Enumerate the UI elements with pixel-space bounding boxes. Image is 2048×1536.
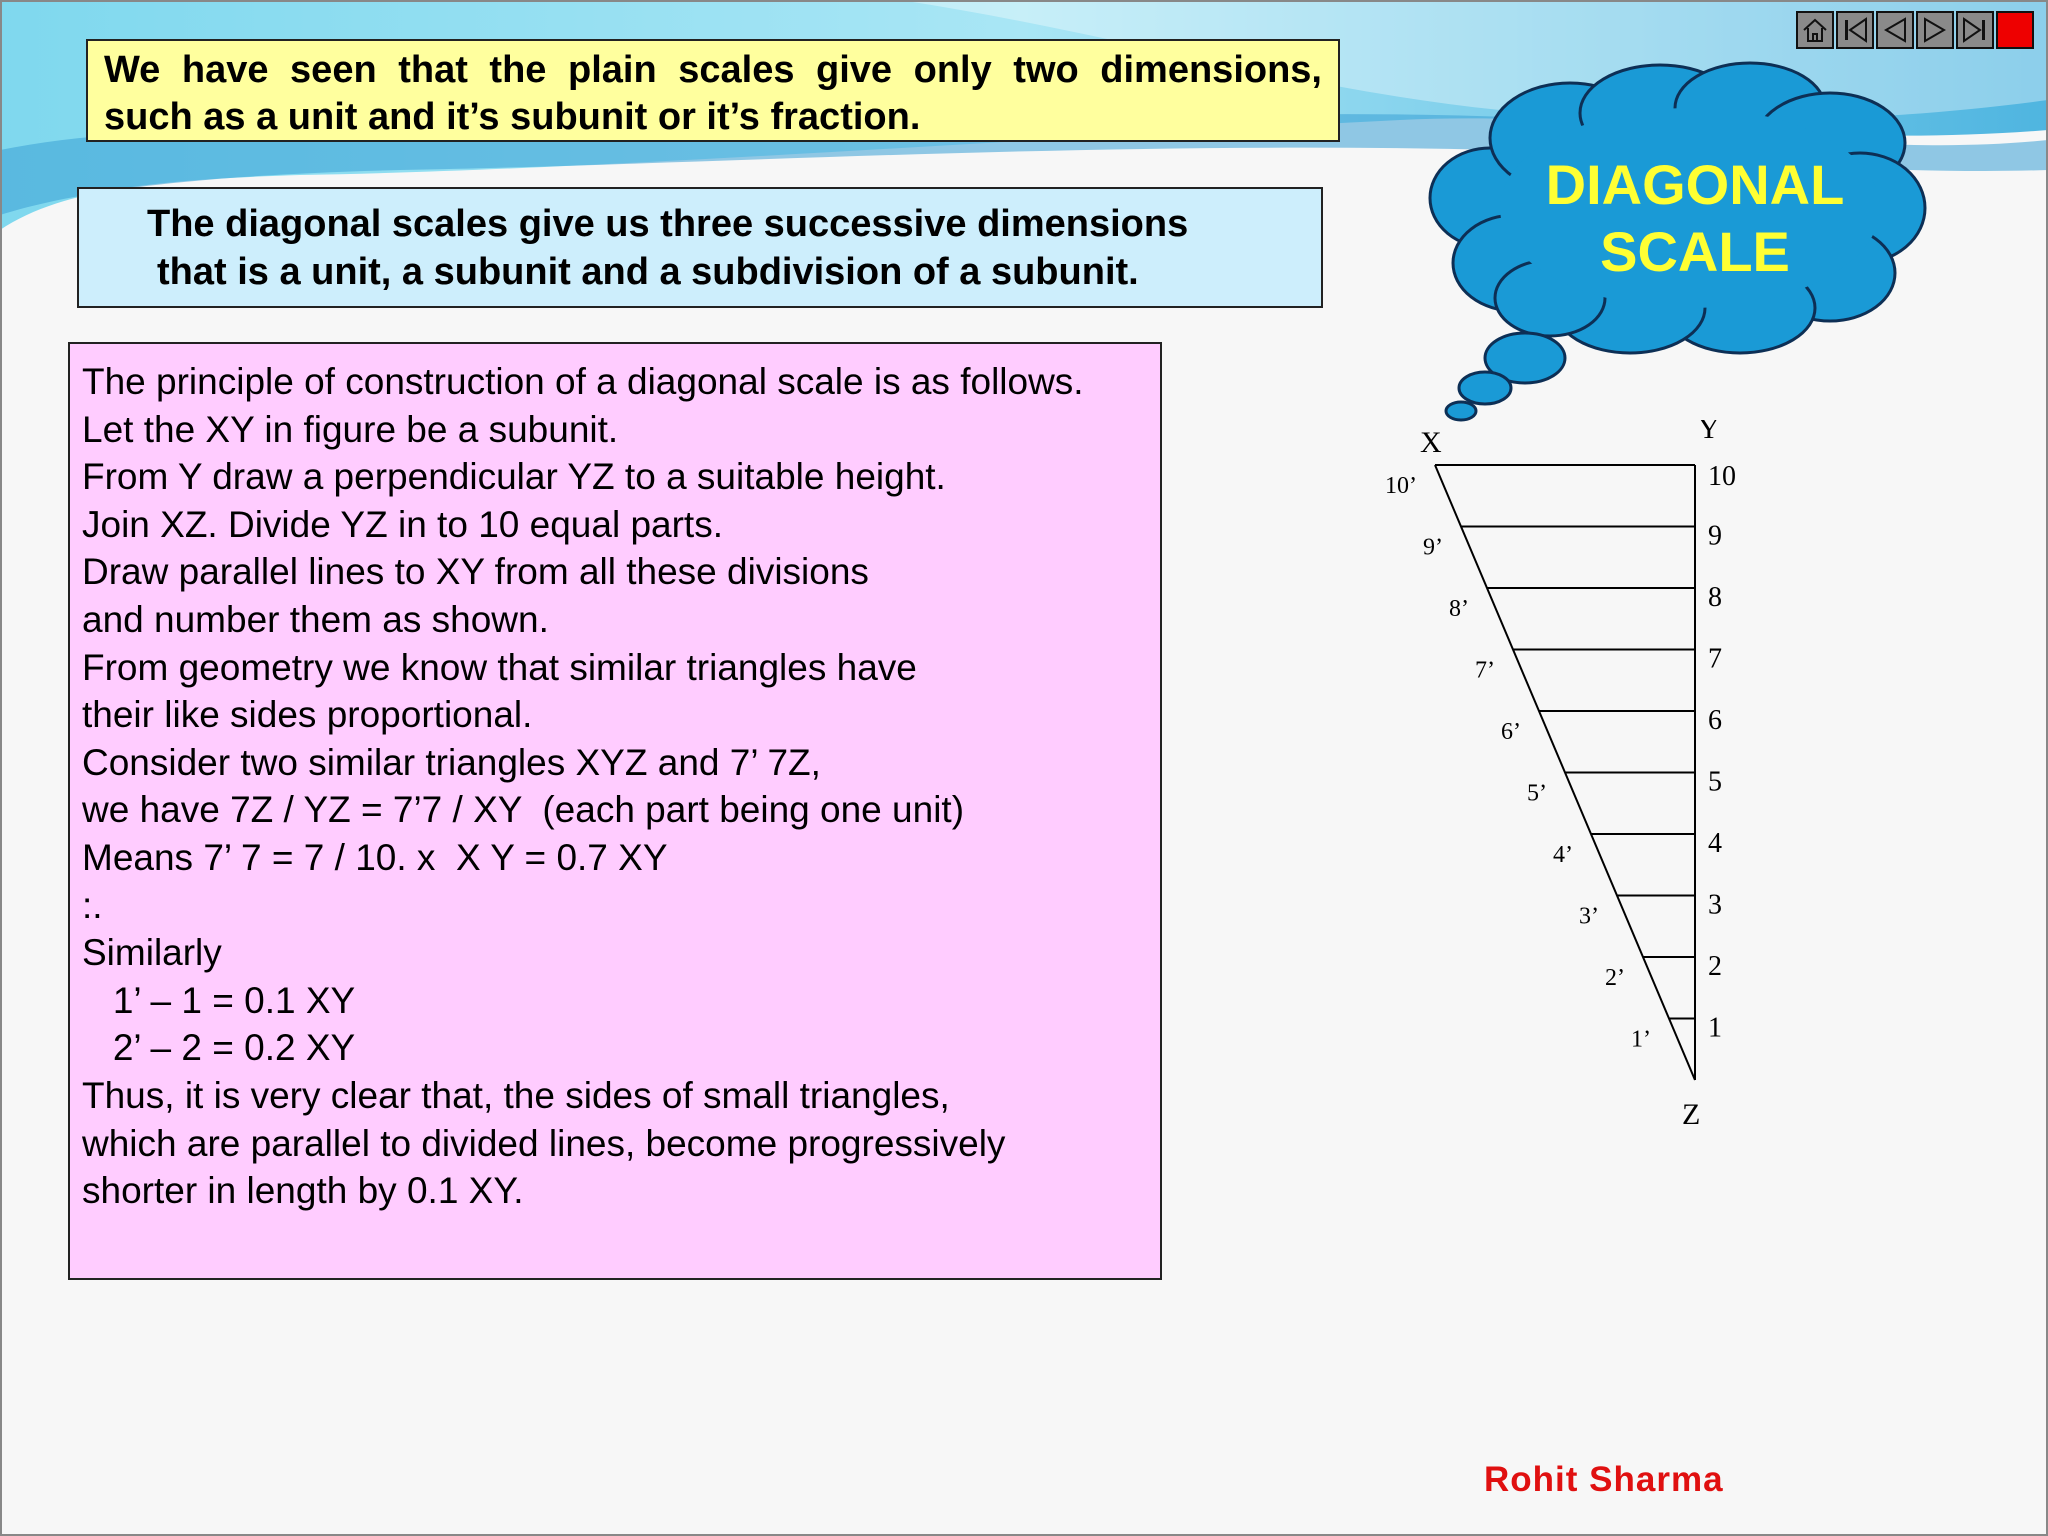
title-cloud	[1420, 58, 1940, 428]
last-slide-icon	[1960, 15, 1990, 45]
statement-line-2: that is a unit, a subunit and a subdivision of a subunit.	[157, 251, 1139, 293]
principle-line: Thus, it is very clear that, the sides of small triangles,	[82, 1074, 950, 1116]
statement-box	[77, 187, 1323, 308]
diagonal-division-label: 4’	[1553, 842, 1573, 868]
diagonal-division-label: 2’	[1605, 965, 1625, 991]
label-y: Y	[1698, 420, 1720, 445]
first-slide-button[interactable]	[1836, 11, 1874, 49]
title-line-2: SCALE	[1600, 220, 1790, 283]
principle-line: :.	[82, 884, 103, 926]
diagonal-division-label: 7’	[1475, 657, 1495, 684]
title-line-1: DIAGONAL	[1545, 153, 1845, 216]
division-label: 3	[1708, 889, 1722, 921]
diagonal-division-label: 3’	[1579, 903, 1599, 930]
previous-slide-button[interactable]	[1876, 11, 1914, 49]
figure-lines	[1435, 465, 1695, 1080]
principle-box	[68, 342, 1162, 1280]
principle-line: 1’ – 1 = 0.1 XY	[82, 979, 356, 1021]
principle-line: and number them as shown.	[82, 598, 549, 640]
principle-line: which are parallel to divided lines, become progressively	[82, 1122, 1006, 1164]
diagonal-division-label: 10’	[1385, 473, 1417, 499]
division-label: 8	[1708, 582, 1722, 613]
intro-line-2: such as a unit and it’s subunit or it’s fraction.	[104, 96, 921, 138]
principle-line: From Y draw a perpendicular YZ to a suitable height.	[82, 456, 946, 498]
principle-line: From geometry we know that similar triangles have	[82, 646, 917, 688]
first-slide-icon	[1840, 15, 1870, 45]
diagonal-division-label: 8’	[1449, 596, 1469, 622]
last-slide-button[interactable]	[1956, 11, 1994, 49]
diagonal-scale-figure	[1370, 420, 1770, 1140]
diagonal-division-label: 5’	[1527, 780, 1547, 807]
division-label: 5	[1708, 766, 1722, 798]
home-icon	[1800, 15, 1830, 45]
stop-button[interactable]	[1996, 11, 2034, 49]
principle-line: we have 7Z / YZ = 7’7 / XY (each part being one unit)	[82, 789, 965, 831]
diagonal-division-label: 9’	[1423, 534, 1443, 561]
principle-line: Let the XY in figure be a subunit.	[82, 408, 619, 450]
label-z: Z	[1682, 1098, 1701, 1131]
next-slide-button[interactable]	[1916, 11, 1954, 49]
diagonal-division-label: 6’	[1501, 719, 1521, 745]
division-label: 1	[1708, 1012, 1722, 1044]
division-label: 4	[1708, 828, 1722, 859]
principle-line: Draw parallel lines to XY from all these divisions	[82, 551, 869, 593]
previous-slide-icon	[1880, 15, 1910, 45]
division-label: 10	[1708, 461, 1736, 492]
principle-line: Consider two similar triangles XYZ and 7’ 7Z,	[82, 741, 821, 783]
division-label: 6	[1708, 705, 1722, 736]
next-slide-icon	[1920, 15, 1950, 45]
home-button[interactable]	[1796, 11, 1834, 49]
intro-box	[86, 39, 1340, 142]
division-label: 9	[1708, 520, 1722, 552]
principle-line: their like sides proportional.	[82, 694, 533, 736]
division-label: 7	[1708, 643, 1722, 675]
division-label: 2	[1708, 951, 1722, 982]
intro-line-1: We have seen that the plain scales give only two dimensions,	[104, 49, 1322, 91]
principle-line: Means 7’ 7 = 7 / 10. x X Y = 0.7 XY	[82, 836, 668, 878]
principle-line: Similarly	[82, 932, 222, 974]
principle-line: 2’ – 2 = 0.2 XY	[82, 1027, 356, 1069]
principle-line: The principle of construction of a diagonal scale is as follows.	[82, 361, 1084, 402]
author-name: Rohit Sharma	[1484, 1460, 1724, 1499]
label-x: X	[1420, 426, 1442, 459]
statement-line-1: The diagonal scales give us three successive dimensions	[147, 203, 1189, 245]
diagonal-division-label: 1’	[1631, 1026, 1651, 1053]
slide-navigation	[1796, 11, 2034, 49]
principle-line: shorter in length by 0.1 XY.	[82, 1170, 524, 1212]
principle-line: Join XZ. Divide YZ in to 10 equal parts.	[82, 503, 723, 545]
